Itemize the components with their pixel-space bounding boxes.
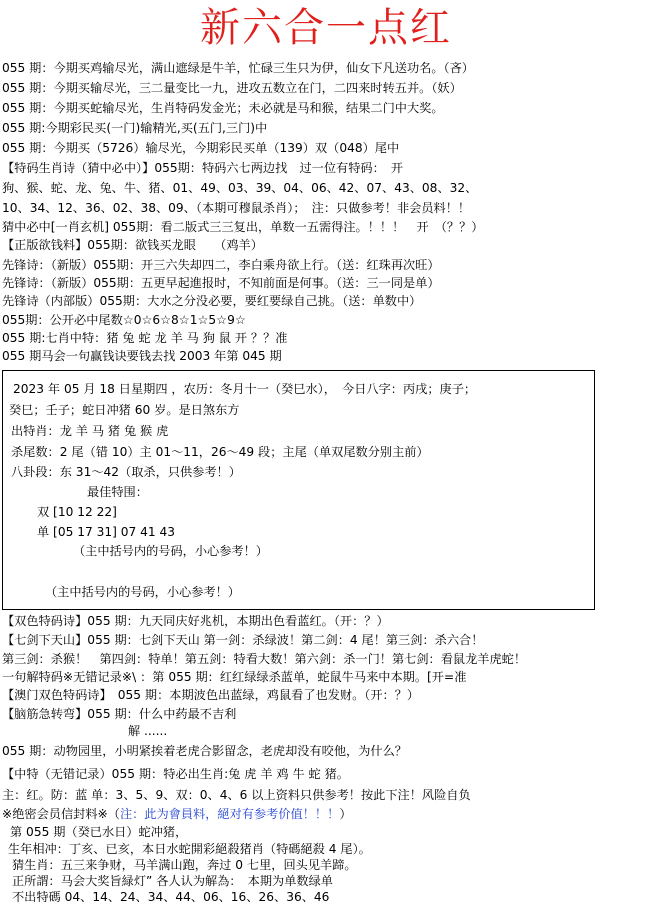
text-line: 【七剑下天山】055 期：七剑下天山 第一剑：杀绿波！第二剑：4 尾！第三剑：杀六合！ <box>2 633 484 647</box>
text-line: 055 期:七肖中特：猪 兔 蛇 龙 羊 马 狗 鼠 开 ？？准 <box>2 331 288 345</box>
text-line: 10、34、12、36、02、38、09、（本期可穆鼠杀肖）； 注：只做参考！非会员料！！ <box>2 201 471 215</box>
text-line: 先锋诗：（新版）055期：五更早起進报时，不知前面是何事。（送：三一同是单） <box>2 276 440 290</box>
member-label: ※绝密会员信封料※（ <box>2 807 120 821</box>
weishu-line: 杀尾数：2 尾（错 10）主 01～11，26～49 段；主尾（单双尾数分别主前） <box>11 445 429 459</box>
text-line: 055 期马会一句赢钱诀要钱去找 2003 年第 045 期 <box>2 349 282 363</box>
text-line: 055 期:今期彩民买(一门)输精光,买(五门,三门)中 <box>2 121 268 135</box>
text-line: 【特码生肖诗（猜中必中）】055期：特码六七两边找 过一位有特码： 开 <box>2 161 404 175</box>
dan-line: 单 [05 17 31] 07 41 43 <box>37 525 175 539</box>
member-note: 注：此为會員料，絕对有参考价值！！！ <box>119 807 340 821</box>
text-line: 055 期：今期买蛇输尽光，生肖特码发金光；未必就是马和猴，结果二门中大奖。 <box>2 101 444 115</box>
text-line: 狗、猴、蛇、龙、兔、牛、猪、01、49、03、39、04、06、42、07、43、08、32、 <box>2 181 478 195</box>
text-line: 055期：公开必中尾数☆0☆6☆8☆1☆5☆9☆ <box>2 313 246 327</box>
text-line: 055 期：今期买输尽光，三二量变比一九，进攻五数立在门，二四来时转五并。（妖） <box>2 81 462 95</box>
text-line: 先锋诗：（新版）055期：开三六失却四二，李白乘舟欲上行。（送：红珠再次旺） <box>2 258 440 272</box>
bagua-line: 八卦段：东 31～42（取杀，只供参考！） <box>11 465 241 479</box>
forecast-box <box>2 370 595 610</box>
bazi-line: 癸巳；壬子；蛇日冲猪 60 岁。是日煞东方 <box>9 403 240 417</box>
shengxiao-line: 出特肖：龙 羊 马 猪 兔 猴 虎 <box>11 424 169 438</box>
text-line: 第 055 期（癸已水日）蛇冲猪， <box>10 825 188 839</box>
member-line <box>2 805 352 823</box>
text-line: 【正版欲钱料】055期：欲钱买龙眼 （鸡羊） <box>2 238 263 252</box>
text-line: 主：红。防：蓝 单：3、5、9、双：0、4、6 以上资料只供参考！按此下注！风险自负 <box>2 788 471 802</box>
best-label: 最佳特围： <box>87 485 148 499</box>
text-line: 正所謂：马会大奖旨緑灯” 各人认为解為： 本期为单数绿单 <box>12 874 333 888</box>
text-line: 猜中必中[一肖玄机] 055期：看二版式三三复出，单数一五需得注。！！！ 开 （？？） <box>2 220 484 234</box>
text-line: 【澳门双色特码诗】 055 期：本期波色出蓝绿，鸡鼠看了也发财。（开：？） <box>2 688 420 702</box>
member-close: ） <box>339 807 352 821</box>
text-line: 【中特（无错记录）055 期：特必出生肖:兔 虎 羊 鸡 牛 蛇 猪。 <box>2 767 349 781</box>
text-line: 【双色特码诗】055 期：九天同庆好兆机，本期出色看蓝红。（开：？） <box>2 614 389 628</box>
note-line: （主中括号内的号码，小心参考！） <box>45 585 240 599</box>
note-line: （主中括号内的号码，小心参考！） <box>73 544 268 558</box>
text-line: 055 期：今期买（5726）输尽光，今期彩民买单（139）双（048）尾中 <box>2 141 400 155</box>
text-line: 生年相冲：丁亥、已亥，本日水蛇開彩絕殺猪肖（特碼絕殺 4 尾）。 <box>8 842 371 856</box>
date-line: 2023 年 05 月 18 日星期四 ，农历：冬月十一（癸巳水）， 今日八字：丙戌；庚子； <box>13 382 477 396</box>
text-line: 先锋诗（内部版）055期：大水之分没必要，要红要绿自己挑。（送：单数中） <box>2 294 422 308</box>
text-line: 055 期：动物园里，小明紧挨着老虎合影留念，老虎却没有咬他，为什么？ <box>2 744 407 758</box>
page-title: 新六合一点红 <box>200 5 452 51</box>
shuang-line: 双 [10 12 22] <box>37 505 117 519</box>
text-line: 055 期：今期买鸡输尽光，满山遮绿是牛羊，忙碌三生只为伊，仙女下凡送功名。（吝） <box>2 61 474 75</box>
text-line: 猜生肖：五三来争财，马羊满山跑，奔过 0 七里，回头见羊蹄。 <box>12 858 357 872</box>
text-line: 一句解特码※无错记录※\ ：第 055 期：红红绿绿杀蓝单，蛇鼠牛马来中本期。[开=准 <box>2 670 467 684</box>
text-line: 第三剑：杀猴！ 第四剑：特单！第五剑：特看大数！第六剑：杀一门！第七剑：看鼠龙羊虎蛇！ <box>2 652 527 666</box>
text-line: 【脑筋急转弯】055 期：什么中药最不吉利 <box>2 707 237 721</box>
text-line: 不出特碼 04、14、24、34、44、06、16、26、36、46 <box>12 890 330 904</box>
text-line: 解 ...... <box>128 724 168 738</box>
